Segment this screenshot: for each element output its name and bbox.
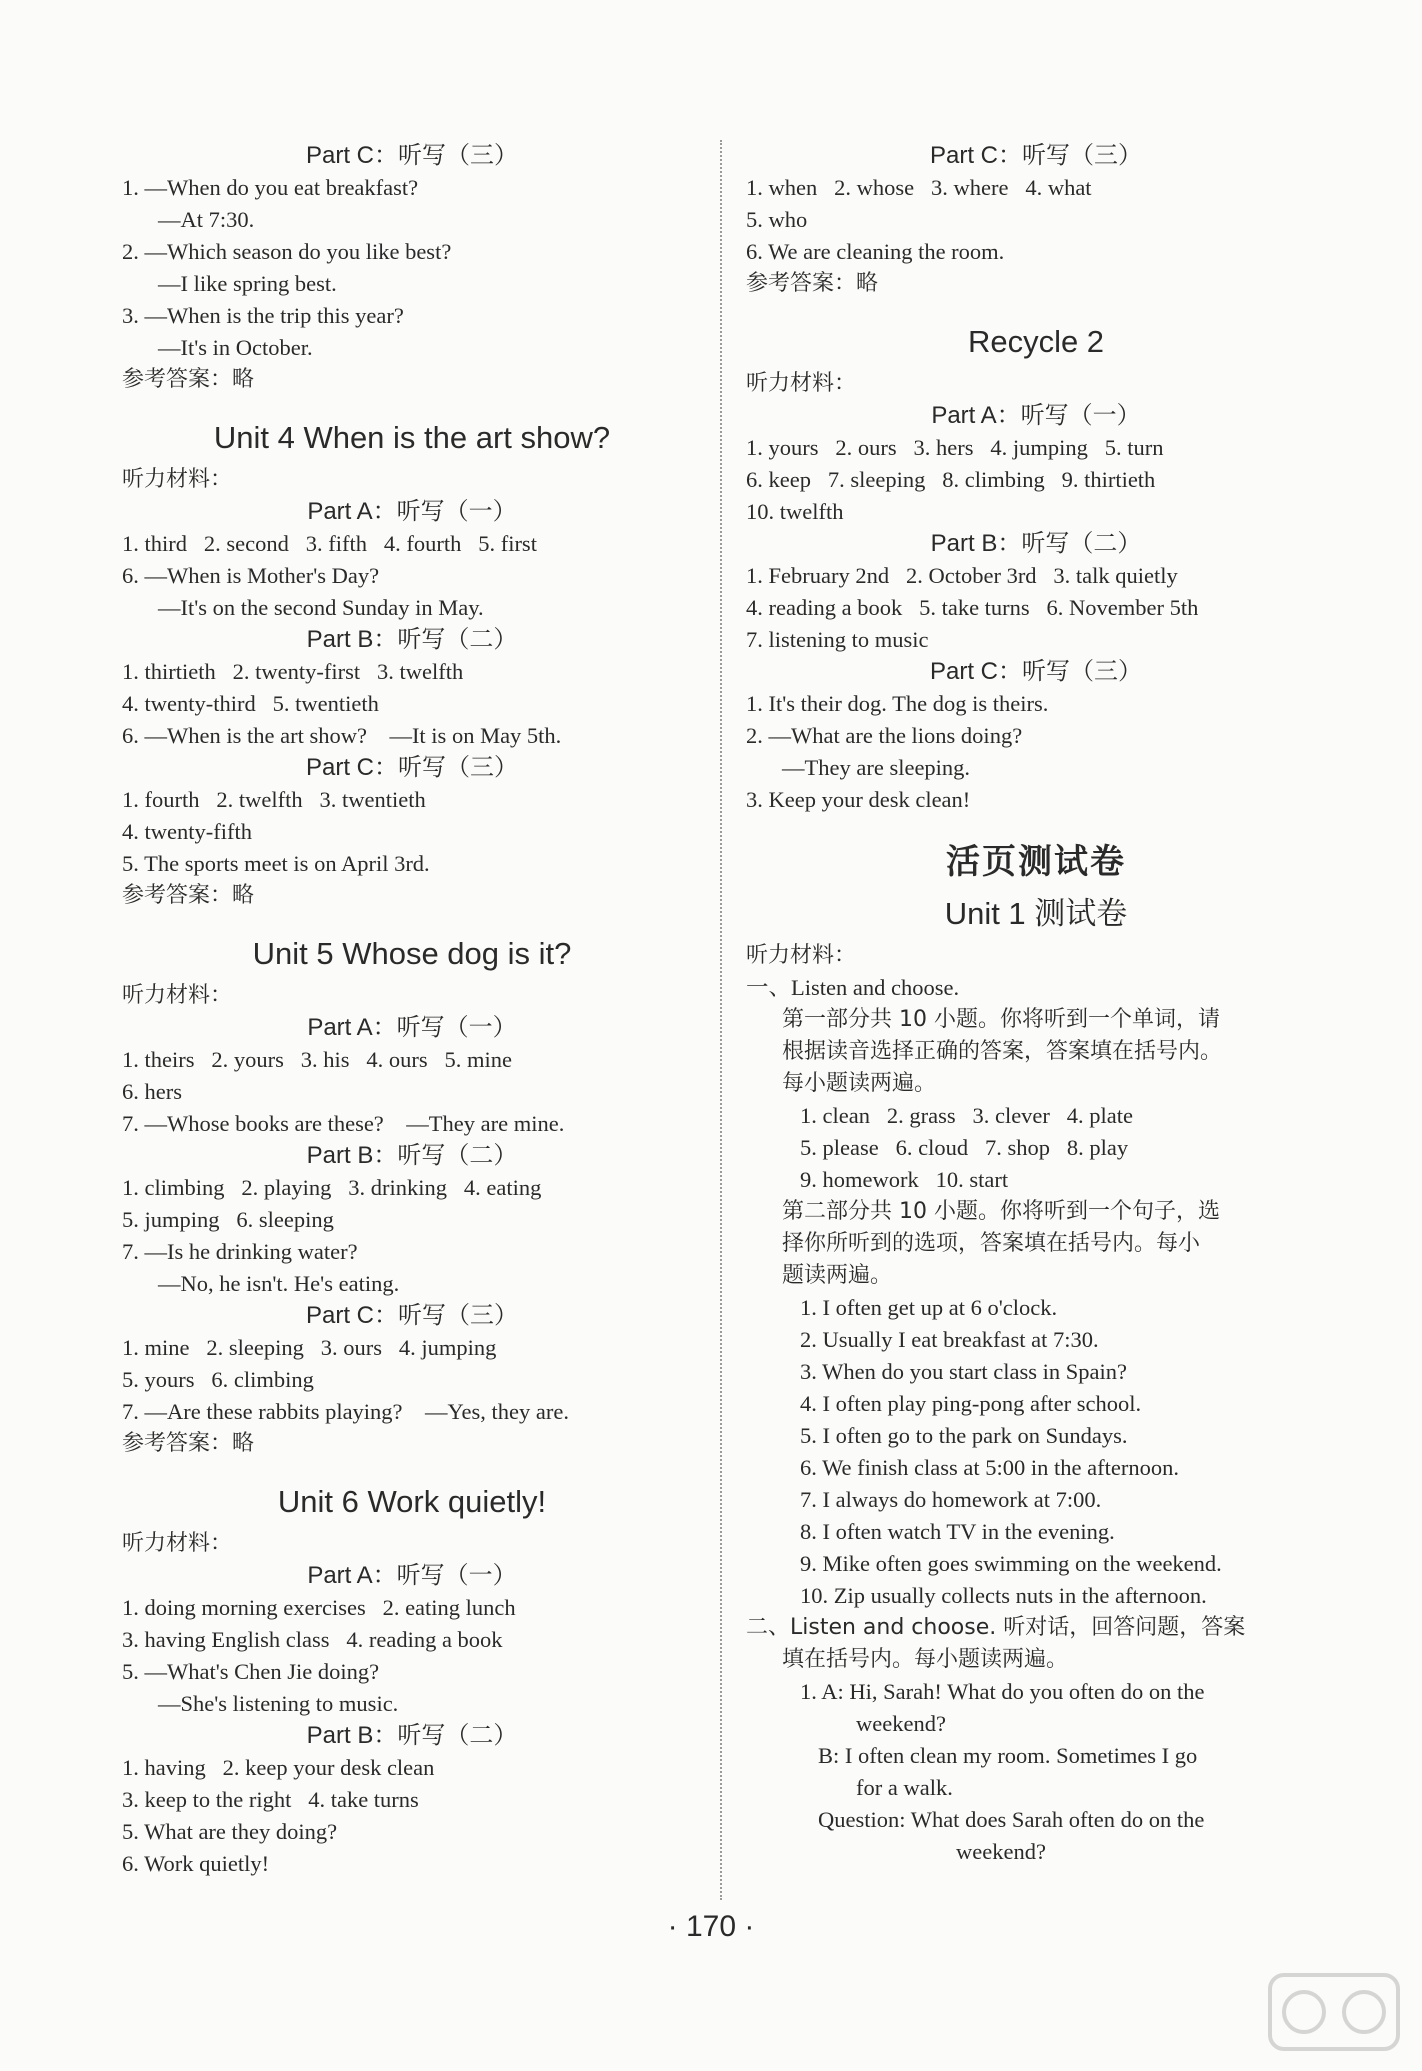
part-c-heading: Part C：听写（三） bbox=[929, 142, 1142, 169]
unit-1-test-title: Unit 1 测试卷 bbox=[944, 896, 1128, 931]
sentence-line: 6. We finish class at 5:00 in the afternoon. bbox=[800, 1455, 1179, 1480]
part-c-heading: Part C：听写（三） bbox=[305, 1302, 518, 1329]
part-c-heading: Part C：听写（三） bbox=[305, 142, 518, 169]
sentence-line: 7. I always do homework at 7:00. bbox=[800, 1487, 1102, 1512]
answer-line: 1. February 2nd 2. October 3rd 3. talk quietly bbox=[746, 563, 1178, 588]
answer-line: 1. when 2. whose 3. where 4. what bbox=[746, 175, 1092, 200]
answer-line: 10. twelfth bbox=[746, 499, 844, 524]
question-heading: 二、Listen and choose. 听对话，回答问题，答案 bbox=[746, 1615, 1246, 1640]
listening-material-label: 听力材料： bbox=[122, 1531, 233, 1556]
instruction-line: 第二部分共 10 小题。你将听到一个句子，选 bbox=[782, 1199, 1220, 1224]
part-b-heading: Part B：听写（二） bbox=[930, 530, 1142, 557]
answer-line: 2. —Which season do you like best? bbox=[122, 239, 452, 264]
test-section-title: 活页测试卷 bbox=[946, 842, 1126, 882]
unit-6-title: Unit 6 Work quietly! bbox=[277, 1484, 547, 1519]
instruction-line: 第一部分共 10 小题。你将听到一个单词，请 bbox=[782, 1007, 1220, 1032]
answer-line: 5. The sports meet is on April 3rd. bbox=[122, 851, 430, 876]
answer-line: 6. —When is the art show? —It is on May 5th. bbox=[122, 723, 562, 748]
answer-line: —It's in October. bbox=[158, 335, 313, 360]
answer-line: 1. third 2. second 3. fifth 4. fourth 5. first bbox=[122, 531, 537, 556]
instruction-line: 根据读音选择正确的答案，答案填在括号内。 bbox=[782, 1039, 1223, 1064]
answer-line: 1. fourth 2. twelfth 3. twentieth bbox=[122, 787, 426, 812]
answer-line: 2. —What are the lions doing? bbox=[746, 723, 1023, 748]
answer-line: 6. —When is Mother's Day? bbox=[122, 563, 380, 588]
answer-line: 5. —What's Chen Jie doing? bbox=[122, 1659, 380, 1684]
instruction-line: 每小题读两遍。 bbox=[782, 1071, 937, 1096]
column-divider bbox=[720, 140, 722, 1900]
answer-line: 3. having English class 4. reading a book bbox=[122, 1627, 503, 1652]
dialog-line: Question: What does Sarah often do on the bbox=[818, 1807, 1205, 1832]
watermark-logo-icon bbox=[1264, 1967, 1404, 2057]
answer-reference: 参考答案：略 bbox=[122, 367, 255, 392]
sentence-line: 8. I often watch TV in the evening. bbox=[800, 1519, 1115, 1544]
listening-material-label: 听力材料： bbox=[746, 371, 857, 396]
answer-line: —She's listening to music. bbox=[158, 1691, 399, 1716]
answer-reference: 参考答案：略 bbox=[746, 271, 879, 296]
answer-line: —They are sleeping. bbox=[782, 755, 971, 780]
answer-line: 6. Work quietly! bbox=[122, 1851, 270, 1876]
part-a-heading: Part A：听写（一） bbox=[307, 1014, 517, 1041]
part-c-heading: Part C：听写（三） bbox=[929, 658, 1142, 685]
dialog-line: B: I often clean my room. Sometimes I go bbox=[818, 1743, 1198, 1768]
answer-line: 1. doing morning exercises 2. eating lunch bbox=[122, 1595, 516, 1620]
answer-line: 4. twenty-fifth bbox=[122, 819, 252, 844]
sentence-line: 5. I often go to the park on Sundays. bbox=[800, 1423, 1128, 1448]
answer-line: —I like spring best. bbox=[158, 271, 337, 296]
answer-reference: 参考答案：略 bbox=[122, 883, 255, 908]
sentence-line: 1. I often get up at 6 o'clock. bbox=[800, 1295, 1058, 1320]
answer-line: 5. jumping 6. sleeping bbox=[122, 1207, 334, 1232]
part-b-heading: Part B：听写（二） bbox=[306, 626, 518, 653]
part-a-heading: Part A：听写（一） bbox=[307, 1562, 517, 1589]
sentence-line: 10. Zip usually collects nuts in the afternoon. bbox=[800, 1583, 1207, 1608]
page-number: · 170 · bbox=[667, 1910, 755, 1943]
instruction-line: 填在括号内。每小题读两遍。 bbox=[782, 1647, 1069, 1672]
sentence-line: 3. When do you start class in Spain? bbox=[800, 1359, 1128, 1384]
answer-line: 6. hers bbox=[122, 1079, 182, 1104]
answer-line: 7. —Whose books are these? —They are mine. bbox=[122, 1111, 565, 1136]
answer-line: 4. reading a book 5. take turns 6. November 5th bbox=[746, 595, 1199, 620]
dialog-line: for a walk. bbox=[856, 1775, 953, 1800]
left-column bbox=[122, 140, 702, 1880]
answer-line: 3. Keep your desk clean! bbox=[746, 787, 971, 812]
answer-line: 7. —Is he drinking water? bbox=[122, 1239, 358, 1264]
unit-5-title: Unit 5 Whose dog is it? bbox=[252, 936, 572, 971]
answer-line: 6. We are cleaning the room. bbox=[746, 239, 1005, 264]
answer-line: 1. climbing 2. playing 3. drinking 4. eating bbox=[122, 1175, 542, 1200]
part-b-heading: Part B：听写（二） bbox=[306, 1142, 518, 1169]
answer-line: 7. listening to music bbox=[746, 627, 929, 652]
dialog-line: weekend? bbox=[956, 1839, 1046, 1864]
question-heading: 一、Listen and choose. bbox=[746, 975, 960, 1000]
answer-line: 1. It's their dog. The dog is theirs. bbox=[746, 691, 1049, 716]
answer-line: —It's on the second Sunday in May. bbox=[158, 595, 484, 620]
sentence-line: 4. I often play ping-pong after school. bbox=[800, 1391, 1142, 1416]
answer-line: 3. keep to the right 4. take turns bbox=[122, 1787, 419, 1812]
part-c-heading: Part C：听写（三） bbox=[305, 754, 518, 781]
answer-line: 1. —When do you eat breakfast? bbox=[122, 175, 419, 200]
word-list-line: 5. please 6. cloud 7. shop 8. play bbox=[800, 1135, 1129, 1160]
part-b-heading: Part B：听写（二） bbox=[306, 1722, 518, 1749]
answer-reference: 参考答案：略 bbox=[122, 1431, 255, 1456]
recycle-2-title: Recycle 2 bbox=[967, 324, 1105, 359]
answer-line: 1. having 2. keep your desk clean bbox=[122, 1755, 435, 1780]
answer-line: —No, he isn't. He's eating. bbox=[158, 1271, 400, 1296]
dialog-line: 1. A: Hi, Sarah! What do you often do on the bbox=[800, 1679, 1205, 1704]
answer-line: —At 7:30. bbox=[158, 207, 255, 232]
listening-material-label: 听力材料： bbox=[746, 943, 857, 968]
answer-line: 4. twenty-third 5. twentieth bbox=[122, 691, 379, 716]
answer-line: 1. thirtieth 2. twenty-first 3. twelfth bbox=[122, 659, 464, 684]
right-column bbox=[746, 140, 1326, 1868]
answer-line: 3. —When is the trip this year? bbox=[122, 303, 404, 328]
answer-line: 5. What are they doing? bbox=[122, 1819, 338, 1844]
unit-4-title: Unit 4 When is the art show? bbox=[213, 420, 611, 455]
listening-material-label: 听力材料： bbox=[122, 467, 233, 492]
answer-line: 5. who bbox=[746, 207, 808, 232]
answer-line: 1. mine 2. sleeping 3. ours 4. jumping bbox=[122, 1335, 497, 1360]
word-list-line: 9. homework 10. start bbox=[800, 1167, 1009, 1192]
sentence-line: 9. Mike often goes swimming on the weekend. bbox=[800, 1551, 1222, 1576]
answer-line: 7. —Are these rabbits playing? —Yes, they are. bbox=[122, 1399, 569, 1424]
dialog-line: weekend? bbox=[856, 1711, 946, 1736]
listening-material-label: 听力材料： bbox=[122, 983, 233, 1008]
answer-line: 1. theirs 2. yours 3. his 4. ours 5. mine bbox=[122, 1047, 512, 1072]
answer-line: 5. yours 6. climbing bbox=[122, 1367, 314, 1392]
part-a-heading: Part A：听写（一） bbox=[307, 498, 517, 525]
instruction-line: 题读两遍。 bbox=[782, 1263, 893, 1288]
word-list-line: 1. clean 2. grass 3. clever 4. plate bbox=[800, 1103, 1134, 1128]
answer-line: 6. keep 7. sleeping 8. climbing 9. thirtieth bbox=[746, 467, 1156, 492]
sentence-line: 2. Usually I eat breakfast at 7:30. bbox=[800, 1327, 1099, 1352]
answer-line: 1. yours 2. ours 3. hers 4. jumping 5. turn bbox=[746, 435, 1164, 460]
instruction-line: 择你所听到的选项，答案填在括号内。每小 bbox=[782, 1231, 1201, 1256]
part-a-heading: Part A：听写（一） bbox=[931, 402, 1141, 429]
